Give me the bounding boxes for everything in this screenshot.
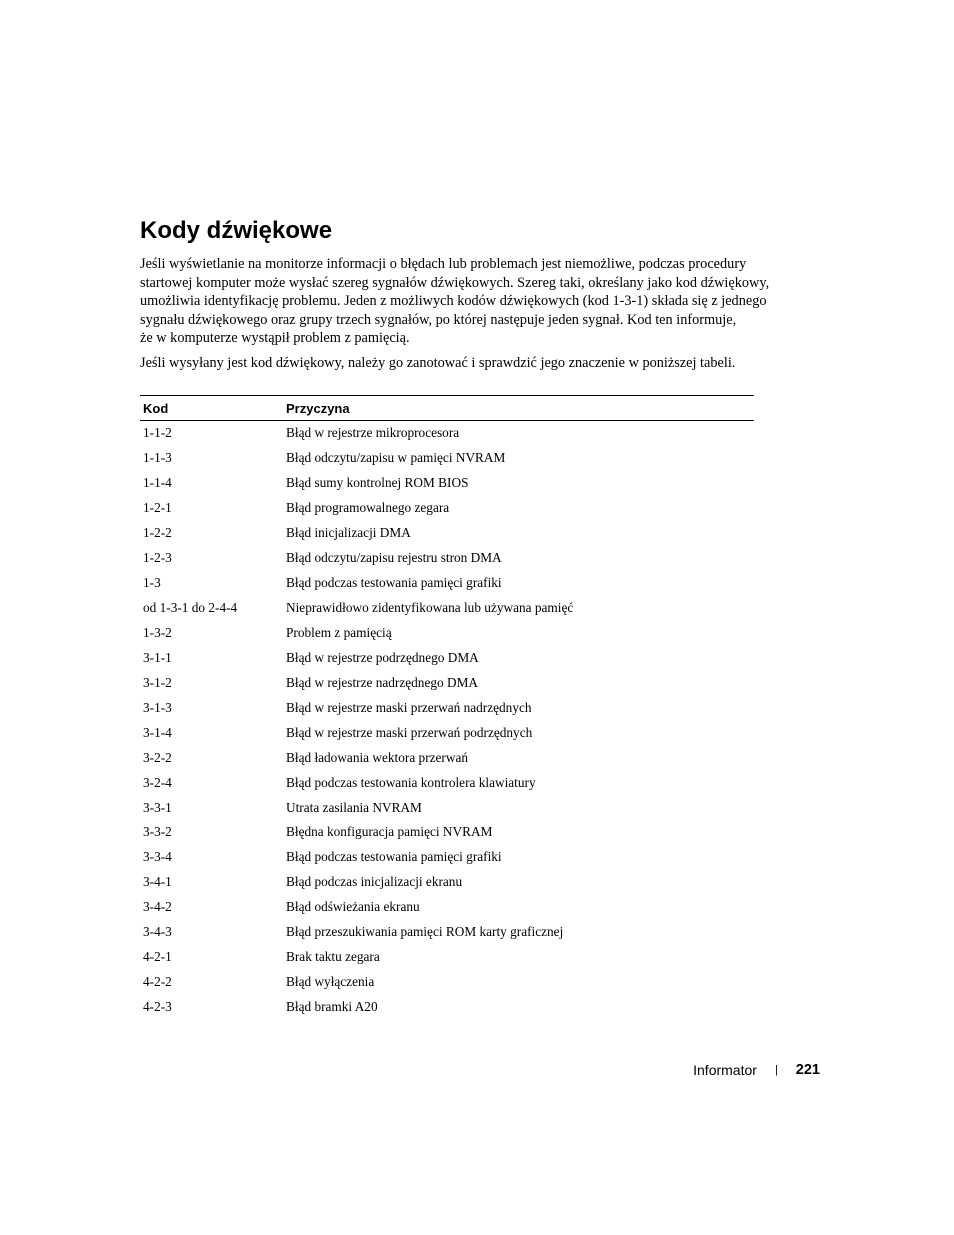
code-cell: 3-3-2 xyxy=(143,824,172,840)
cause-cell: Nieprawidłowo zidentyfikowana lub używana pamięć xyxy=(286,600,574,616)
cause-cell: Błąd odczytu/zapisu w pamięci NVRAM xyxy=(286,450,506,466)
code-cell: 4-2-2 xyxy=(143,974,172,990)
cause-cell: Błąd sumy kontrolnej ROM BIOS xyxy=(286,475,469,491)
cause-cell: Problem z pamięcią xyxy=(286,624,392,640)
header-cause: Przyczyna xyxy=(283,396,754,421)
cause-cell: Błąd odświeżania ekranu xyxy=(286,899,420,915)
cause-cell: Błąd ładowania wektora przerwań xyxy=(286,749,469,765)
table-row xyxy=(140,870,754,895)
page-footer xyxy=(693,1060,820,1080)
table-row xyxy=(140,745,754,770)
page-title: Kody dźwiękowe xyxy=(140,217,333,244)
table-row xyxy=(140,770,754,795)
cause-cell: Brak taktu zegara xyxy=(286,949,380,965)
beep-codes-table xyxy=(140,395,754,1020)
table-row xyxy=(140,845,754,870)
table-row xyxy=(140,621,754,646)
intro-line: Jeśli wyświetlanie na monitorze informacji o błędach lub problemach jest niemożliwe, podczas procedury xyxy=(140,256,747,272)
code-cell: 3-4-2 xyxy=(143,899,172,915)
instruction-paragraph: Jeśli wysyłany jest kod dźwiękowy, należy go zanotować i sprawdzić jego znaczenie w poniższej tabeli. xyxy=(140,355,736,371)
intro-paragraph xyxy=(140,255,820,348)
intro-line: sygnału dźwiękowego oraz grupy trzech sygnałów, po której następuje jeden sygnał. Kod ten informuje, xyxy=(140,311,737,328)
footer-separator: | xyxy=(774,1064,778,1076)
cause-cell: Błąd wyłączenia xyxy=(286,974,375,990)
code-cell: 3-1-3 xyxy=(143,699,172,715)
code-cell: 1-3 xyxy=(143,575,161,591)
table-row xyxy=(140,546,754,571)
table-row xyxy=(140,471,754,496)
table-row xyxy=(140,571,754,596)
cause-cell: Błąd w rejestrze maski przerwań podrzędnych xyxy=(286,724,533,740)
table-row xyxy=(140,945,754,970)
table-row xyxy=(140,895,754,920)
code-cell: 1-3-2 xyxy=(143,624,172,640)
cause-cell: Błąd w rejestrze podrzędnego DMA xyxy=(286,649,479,665)
table-row xyxy=(140,596,754,621)
table-row xyxy=(140,496,754,521)
code-cell: 3-3-1 xyxy=(143,799,172,815)
table-row xyxy=(140,670,754,695)
cause-cell: Błąd odczytu/zapisu rejestru stron DMA xyxy=(286,550,502,566)
code-cell: 1-2-1 xyxy=(143,500,172,516)
header-code: Kod xyxy=(140,396,283,421)
footer-section: Informator xyxy=(693,1062,757,1078)
code-cell: 3-1-4 xyxy=(143,724,172,740)
cause-cell: Błąd podczas testowania kontrolera klawiatury xyxy=(286,774,536,790)
table-row xyxy=(140,995,754,1020)
code-cell: 1-1-2 xyxy=(143,425,172,441)
cause-cell: Błąd podczas testowania pamięci grafiki xyxy=(286,575,502,591)
code-cell: 1-1-3 xyxy=(143,450,172,466)
table-row xyxy=(140,795,754,820)
cause-cell: Utrata zasilania NVRAM xyxy=(286,799,422,815)
code-cell: od 1-3-1 do 2-4-4 xyxy=(143,600,238,616)
cause-cell: Błąd w rejestrze mikroprocesora xyxy=(286,425,460,441)
cause-cell: Błąd podczas testowania pamięci grafiki xyxy=(286,849,502,865)
code-cell: 1-2-2 xyxy=(143,525,172,541)
table-body xyxy=(140,421,754,1020)
cause-cell: Błąd w rejestrze maski przerwań nadrzędnych xyxy=(286,699,532,715)
code-cell: 3-2-2 xyxy=(143,749,172,765)
cause-cell: Błąd inicjalizacji DMA xyxy=(286,525,411,541)
table-row xyxy=(140,446,754,471)
page-number: 221 xyxy=(795,1062,820,1078)
table-row xyxy=(140,920,754,945)
table-row xyxy=(140,521,754,546)
intro-line: że w komputerze wystąpił problem z pamięcią. xyxy=(140,330,410,347)
cause-cell: Błąd podczas inicjalizacji ekranu xyxy=(286,874,463,890)
table-row xyxy=(140,421,754,446)
code-cell: 3-1-1 xyxy=(143,649,172,665)
table-row xyxy=(140,645,754,670)
intro-line: startowej komputer może wysłać szereg sygnałów dźwiękowych. Szereg taki, określany jako kod dźwiękowy, xyxy=(140,274,770,291)
cause-cell: Błąd w rejestrze nadrzędnego DMA xyxy=(286,674,478,690)
code-cell: 3-1-2 xyxy=(143,674,172,690)
table-row xyxy=(140,720,754,745)
table-row xyxy=(140,695,754,720)
table-row xyxy=(140,970,754,995)
code-cell: 4-2-1 xyxy=(143,949,172,965)
table-header-row xyxy=(140,396,754,421)
code-cell: 4-2-3 xyxy=(143,999,172,1015)
code-cell: 3-4-3 xyxy=(143,924,172,940)
table-row xyxy=(140,820,754,845)
cause-cell: Błąd przeszukiwania pamięci ROM karty graficznej xyxy=(286,924,564,940)
cause-cell: Błąd bramki A20 xyxy=(286,999,378,1015)
code-cell: 1-1-4 xyxy=(143,475,172,491)
code-cell: 3-4-1 xyxy=(143,874,172,890)
code-cell: 3-3-4 xyxy=(143,849,172,865)
cause-cell: Błąd programowalnego zegara xyxy=(286,500,450,516)
cause-cell: Błędna konfiguracja pamięci NVRAM xyxy=(286,824,493,840)
intro-line: umożliwia identyfikację problemu. Jeden z możliwych kodów dźwiękowych (kod 1-3-1) składa się z jednego xyxy=(140,293,767,310)
code-cell: 1-2-3 xyxy=(143,550,172,566)
code-cell: 3-2-4 xyxy=(143,774,172,790)
